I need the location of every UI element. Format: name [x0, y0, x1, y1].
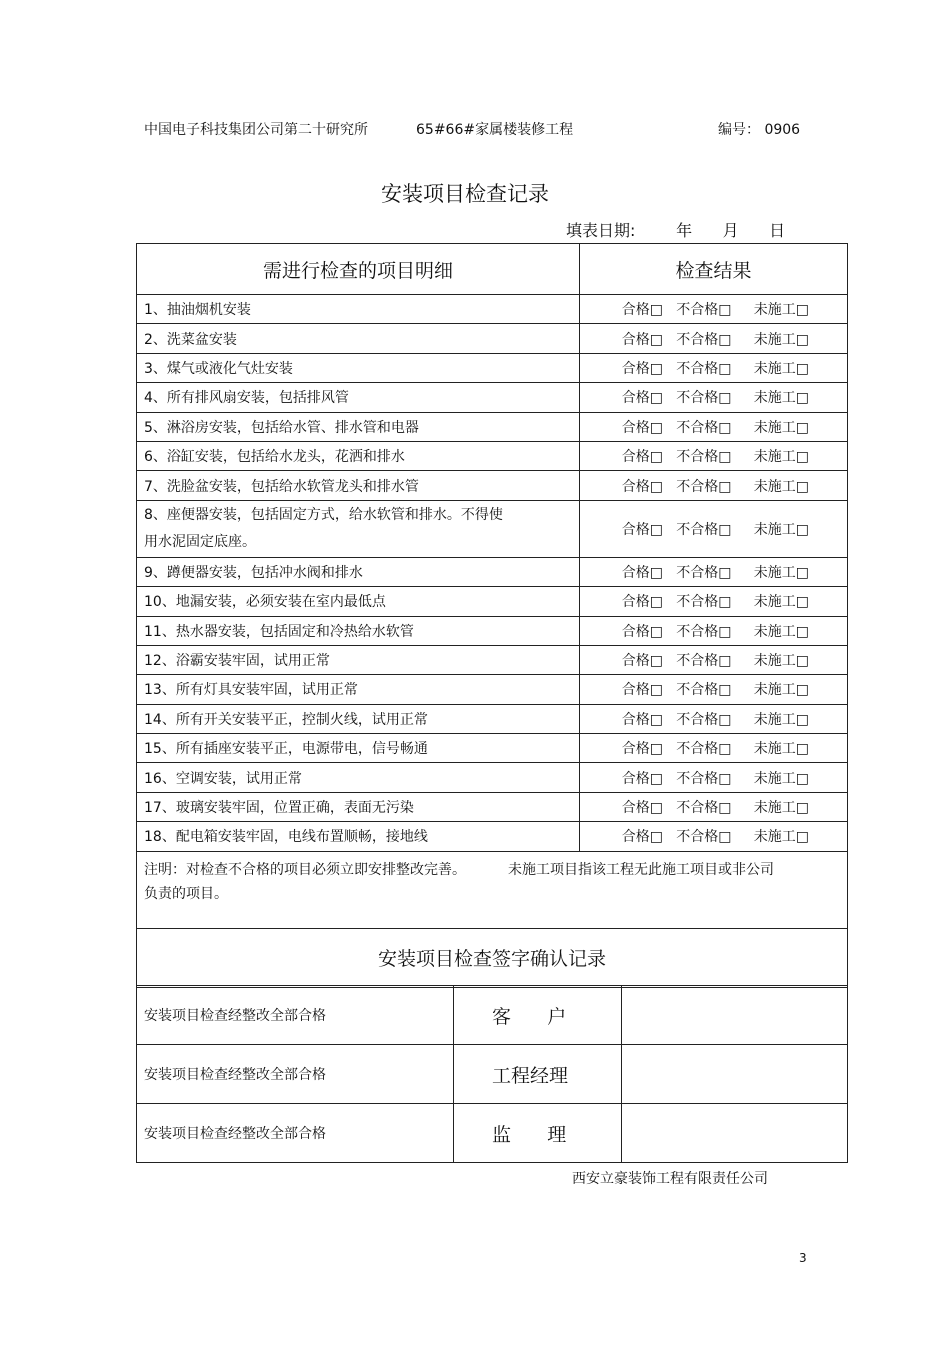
- result-options[interactable]: 合格□ 不合格□ 未施工□: [580, 822, 848, 851]
- note-line-2: 负责的项目。: [144, 885, 228, 902]
- table-row: [137, 763, 848, 792]
- table-row: [137, 441, 848, 470]
- item-label: 10、地漏安装，必须安装在室内最低点: [137, 587, 580, 616]
- note-line-1: [144, 858, 840, 882]
- result-options[interactable]: 合格□ 不合格□ 未施工□: [580, 471, 848, 500]
- table-row: [137, 295, 848, 324]
- item-label: 15、所有插座安装平正，电源带电，信号畅通: [137, 734, 580, 763]
- company-name: 西安立豪装饰工程有限责任公司: [572, 1171, 768, 1187]
- item-label: 4、所有排风扇安装，包括排风管: [137, 383, 580, 412]
- table-row: [137, 616, 848, 645]
- result-options[interactable]: 合格□ 不合格□ 未施工□: [580, 412, 848, 441]
- table-row: [137, 704, 848, 733]
- result-options[interactable]: 合格□ 不合格□ 未施工□: [580, 383, 848, 412]
- result-options[interactable]: 合格□ 不合格□ 未施工□: [580, 616, 848, 645]
- item-label: [137, 500, 580, 557]
- inspection-table: [136, 243, 848, 988]
- item-label-line2: 用水泥固定底座。: [144, 533, 256, 550]
- header-code: 编号： 0906: [718, 122, 801, 138]
- result-options[interactable]: 合格□ 不合格□ 未施工□: [580, 500, 848, 557]
- sign-row: [137, 986, 848, 1045]
- sign-statement: 安装项目检查经整改全部合格: [137, 986, 454, 1045]
- item-label: 1、抽油烟机安装: [137, 295, 580, 324]
- item-label: 2、洗菜盆安装: [137, 324, 580, 353]
- result-options[interactable]: 合格□ 不合格□ 未施工□: [580, 295, 848, 324]
- document-title: 安装项目检查记录: [381, 182, 549, 206]
- header-organization: 中国电子科技集团公司第二十研究所: [144, 122, 368, 138]
- result-options[interactable]: 合格□ 不合格□ 未施工□: [580, 557, 848, 586]
- item-label: 16、空调安装，试用正常: [137, 763, 580, 792]
- result-options[interactable]: 合格□ 不合格□ 未施工□: [580, 645, 848, 674]
- header-project: 65#66#家属楼装修工程: [416, 122, 574, 138]
- sign-statement: 安装项目检查经整改全部合格: [137, 1045, 454, 1104]
- sign-row: [137, 1045, 848, 1104]
- item-label: 12、浴霸安装牢固，试用正常: [137, 645, 580, 674]
- result-options[interactable]: 合格□ 不合格□ 未施工□: [580, 587, 848, 616]
- table-row: [137, 412, 848, 441]
- item-label: 14、所有开关安装平正，控制火线，试用正常: [137, 704, 580, 733]
- item-label: 9、蹲便器安装，包括冲水阀和排水: [137, 557, 580, 586]
- column-header-items: 需进行检查的项目明细: [137, 244, 580, 295]
- table-row: [137, 383, 848, 412]
- item-label: 13、所有灯具安装牢固，试用正常: [137, 675, 580, 704]
- item-label: 7、洗脸盆安装，包括给水软管龙头和排水管: [137, 471, 580, 500]
- result-options[interactable]: 合格□ 不合格□ 未施工□: [580, 324, 848, 353]
- item-label: 18、配电箱安装牢固，电线布置顺畅，接地线: [137, 822, 580, 851]
- sign-section-title: 安装项目检查签字确认记录: [137, 928, 848, 987]
- note-part-a: 注明：对检查不合格的项目必须立即安排整改完善。: [144, 861, 466, 878]
- table-row: [137, 675, 848, 704]
- table-row: [137, 822, 848, 851]
- note-cell: [137, 851, 848, 928]
- fill-date-label: 填表日期: 年 月 日: [566, 221, 786, 240]
- sign-row: [137, 1104, 848, 1163]
- item-label: 6、浴缸安装，包括给水龙头，花洒和排水: [137, 441, 580, 470]
- sign-table: [136, 985, 848, 1163]
- note-part-b: 未施工项目指该工程无此施工项目或非公司: [508, 861, 774, 878]
- item-label: 3、煤气或液化气灶安装: [137, 353, 580, 382]
- table-row: [137, 500, 848, 557]
- result-options[interactable]: 合格□ 不合格□ 未施工□: [580, 763, 848, 792]
- sign-role-supervisor: 监 理: [454, 1104, 622, 1163]
- signature-cell-customer[interactable]: [622, 986, 848, 1045]
- table-row: [137, 471, 848, 500]
- table-row: [137, 587, 848, 616]
- column-header-result: 检查结果: [580, 244, 848, 295]
- table-row: [137, 557, 848, 586]
- table-row: [137, 645, 848, 674]
- result-options[interactable]: 合格□ 不合格□ 未施工□: [580, 704, 848, 733]
- item-label: 11、热水器安装，包括固定和冷热给水软管: [137, 616, 580, 645]
- table-row: [137, 353, 848, 382]
- table-row: [137, 792, 848, 821]
- result-options[interactable]: 合格□ 不合格□ 未施工□: [580, 792, 848, 821]
- sign-role-manager: 工程经理: [454, 1045, 622, 1104]
- result-options[interactable]: 合格□ 不合格□ 未施工□: [580, 734, 848, 763]
- item-label-line1: 8、座便器安装，包括固定方式，给水软管和排水。不得使: [144, 506, 503, 523]
- sign-statement: 安装项目检查经整改全部合格: [137, 1104, 454, 1163]
- item-label: 17、玻璃安装牢固，位置正确，表面无污染: [137, 792, 580, 821]
- page-number: 3: [799, 1251, 807, 1265]
- result-options[interactable]: 合格□ 不合格□ 未施工□: [580, 441, 848, 470]
- signature-cell-supervisor[interactable]: [622, 1104, 848, 1163]
- result-options[interactable]: 合格□ 不合格□ 未施工□: [580, 675, 848, 704]
- table-row: [137, 734, 848, 763]
- signature-cell-manager[interactable]: [622, 1045, 848, 1104]
- sign-role-customer: 客 户: [454, 986, 622, 1045]
- table-row: [137, 324, 848, 353]
- item-label: 5、淋浴房安装，包括给水管、排水管和电器: [137, 412, 580, 441]
- result-options[interactable]: 合格□ 不合格□ 未施工□: [580, 353, 848, 382]
